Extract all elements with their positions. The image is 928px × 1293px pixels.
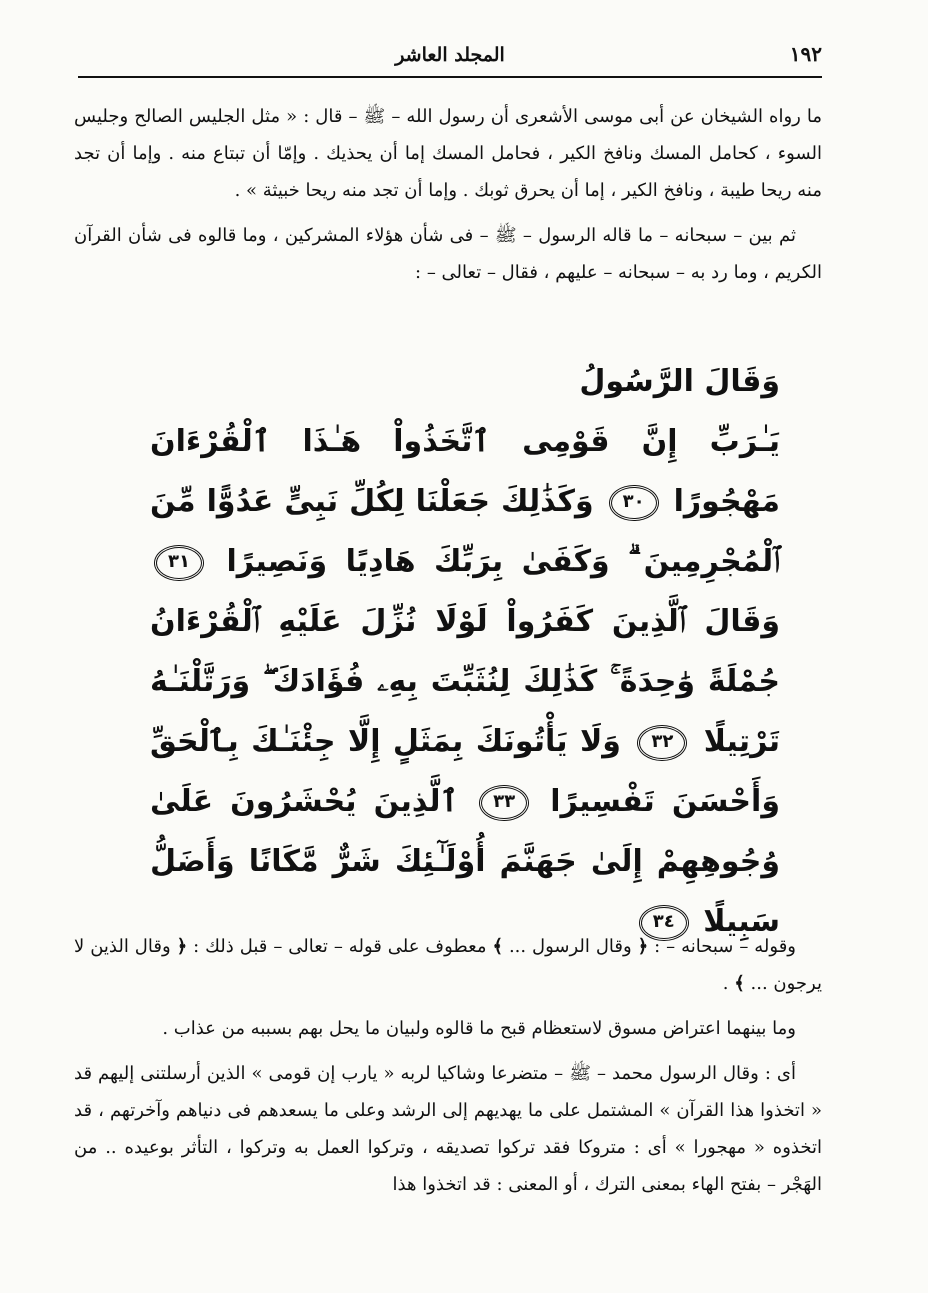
ayah-number-marker: ٣٤ (639, 905, 689, 941)
quran-heading: وَقَالَ الرَّسُولُ (579, 364, 780, 399)
transition-paragraph: ثم بين – سبحانه – ما قاله الرسول – ﷺ – فى شأن هؤلاء المشركين ، وما قالوه فى شأن القرآن الكريم ، وما رد به – سبحانه – عليهم ، فقال – تعالى – : (74, 225, 822, 283)
hadith-paragraph: ما رواه الشيخان عن أبى موسى الأشعرى أن رسول الله – ﷺ – قال : « مثل الجليس الصالح وجليس السوء ، كحامل المسك ونافخ الكير ، فحامل المسك إما أن يحذيك . وإمّا أن تبتاع منه . وإما أن تجد منه ريحا طيبة ، ونافخ الكير ، إما أن يحرق ثوبك . وإما أن تجد منه ريحا خبيثة » . (74, 106, 822, 201)
quote-bracket-open: ﴿ (637, 936, 649, 957)
verse-text: يَـٰرَبِّ إِنَّ قَوْمِى ٱتَّخَذُواْ هَـٰذَا ٱلْقُرْءَانَ مَهْجُورًا (150, 424, 780, 519)
ayah-number-marker: ٣٢ (637, 725, 687, 761)
quran-verses (150, 412, 780, 952)
commentary-text: . (722, 973, 729, 994)
commentary-paragraph (74, 928, 822, 1002)
page-number: ١٩٢ (789, 42, 822, 66)
commentary-paragraph: أى : وقال الرسول محمد – ﷺ – متضرعا وشاكيا لربه « يارب إن قومى » الذين أرسلتنى إليهم قد « اتخذوا هذا القرآن » المشتمل على ما يهديهم إلى الرشد وعلى ما يسعدهم فى دنياهم وآخرتهم ، قد اتخذوه « مهجورا » أى : متروكا فقد تركوا تصديقه ، وتركوا العمل به وتركوا ، التأثر بوعيده .. من الهَجْر – بفتح الهاء بمعنى الترك ، أو المعنى : قد اتخذوا هذا (74, 1063, 822, 1195)
commentary-section (74, 928, 822, 1203)
intro-section (74, 98, 822, 291)
quote-bracket-open: ﴿ (176, 936, 188, 957)
quoted-verse: وقال الذين لا يرجون ... (74, 936, 822, 994)
verse-text: وَلَا يَأْتُونَكَ بِمَثَلٍ إِلَّا جِئْنَـٰكَ بِٱلْحَقِّ وَأَحْسَنَ تَفْسِيرًا (150, 724, 780, 819)
verse-text: وَقَالَ ٱلَّذِينَ كَفَرُواْ لَوْلَا نُزِّلَ عَلَيْهِ ٱلْقُرْءَانُ جُمْلَةً وَٰحِدَةً ۚ كَذَٰلِكَ لِنُثَبِّتَ بِهِۦ فُؤَادَكَ ۖ وَرَتَّلْنَـٰهُ تَرْتِيلًا (150, 604, 780, 759)
page-header (78, 40, 822, 78)
ayah-number-marker: ٣٣ (479, 785, 529, 821)
running-title: المجلد العاشر (395, 44, 505, 66)
commentary-text: معطوف على قوله – تعالى – قبل ذلك : (193, 936, 487, 957)
ayah-number-marker: ٣٠ (609, 485, 659, 521)
verse-text: وَكَذَٰلِكَ جَعَلْنَا لِكُلِّ نَبِىٍّ عَدُوًّا مِّنَ ٱلْمُجْرِمِينَ ۗ وَكَفَىٰ بِرَبِّكَ هَادِيًا وَنَصِيرًا (150, 484, 780, 579)
quote-bracket-close: ﴾ (734, 973, 745, 994)
quoted-verse: وقال الرسول ... (508, 936, 632, 957)
ayah-number-marker: ٣١ (154, 545, 204, 581)
quran-passage (150, 352, 780, 952)
commentary-text: وقوله – سبحانه – : (654, 936, 797, 957)
verse-text: ٱلَّذِينَ يُحْشَرُونَ عَلَىٰ وُجُوهِهِمْ إِلَىٰ جَهَنَّمَ أُوْلَـٰٓئِكَ شَرٌّ مَّكَانًا وَأَضَلُّ سَبِيلًا (150, 784, 780, 939)
quote-bracket-close: ﴾ (492, 936, 503, 957)
commentary-paragraph: وما بينهما اعتراض مسوق لاستعظام قبح ما قالوه ولبيان ما يحل بهم بسببه من عذاب . (162, 1018, 796, 1039)
